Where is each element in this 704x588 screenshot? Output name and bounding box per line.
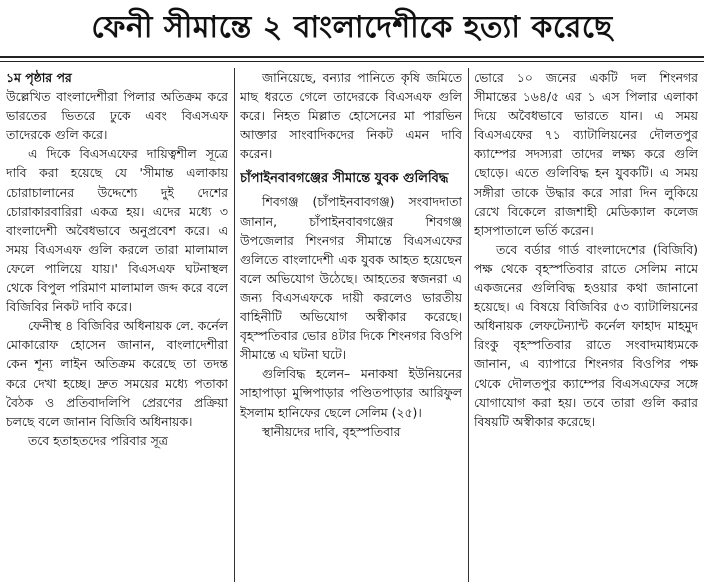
paragraph: উল্লেখিত বাংলাদেশীরা পিলার অতিক্রম করে ভারতের ভিতরে ঢুকে এবং বিএসএফ তাদেরকে গুলি করে। <box>6 89 228 143</box>
headline: ফেনী সীমান্তে ২ বাংলাদেশীকে হত্যা করেছে <box>91 10 613 45</box>
paragraph: জানিয়েছে, বন্যার পানিতে কৃষি জমিতে মাছ ধরতে গেলে তাদেরকে বিএসএফ গুলি করে। নিহত মিল্লাত হোসেনের মা পারভিন আক্তার সাংবাদিকদের নিকট এমন দাবি করেন। <box>240 70 462 162</box>
paragraph: তবে হতাহতদের পরিবার সূত্র <box>28 432 168 448</box>
article-column-3 <box>474 68 698 582</box>
paragraph: তবে বর্ডার গার্ড বাংলাদেশের (বিজিবি) পক্ষ থেকে বৃহস্পতিবার রাতে সেলিম নামে একজনের গুলিবিদ্ধ হওয়ার কথা জানানো হয়েছে। এ বিষয়ে বিজিবির ৫৩ ব্যাটালিয়নের অধিনায়ক লেফটেন্যান্ট কর্নেল ফাহাদ মাহমুদ রিংকু বৃহস্পতিবার রাতে সংবাদমাধ্যমকে জানান, এ ব্যাপারে শিংনগর বিওপির পক্ষ থেকে দৌলতপুর ক্যাম্পের বিএসএফের সঙ্গে যোগাযোগ করা হয়। তবে তারা গুলি করার বিষয়টি অস্বীকার করেছে। <box>474 241 698 429</box>
article-column-1 <box>6 68 228 582</box>
headline-rule-bottom <box>0 61 704 62</box>
paragraph: গুলিবিদ্ধ হলেন– মনাকষা ইউনিয়নের সাহাপাড়া মুন্সিপাড়ার পণ্ডিতপাড়ার আরিফুল ইসলাম হানিফের ছেলে সেলিম (২৫)। <box>240 366 462 420</box>
paragraph: ভোরে ১০ জনের একটি দল শিংনগর সীমান্তের ১৬৪/৫ এর ১ এস পিলার এলাকা দিয়ে অবৈধভাবে ভারতে যান। এ সময় বিএসএফের ৭১ ব্যাটালিয়নের দৌলতপুর ক্যাম্পের সদস্যরা তাদের লক্ষ্য করে গুলি ছোড়ে। এতে গুলিবিদ্ধ হন যুবকটি। এ সময় সঙ্গীরা তাকে উদ্ধার করে সারা দিন লুকিয়ে রেখে বিকেলে রাজশাহী মেডিক্যাল কলেজ হাসপাতালে ভর্তি করেন। <box>474 70 698 238</box>
paragraph: এ দিকে বিএসএফের দায়িত্বশীল সূত্রে দাবি করা হয়েছে যে 'সীমান্ত এলাকায় চোরাচালানের উদ্দেশ্যে দুই দেশের চোরাকারবারিরা একত্র হয়। এদের মধ্যে ৩ বাংলাদেশী অবৈধভাবে অনুপ্রবেশ করে। এ সময় বিএসএফ গুলি করলে তারা মালামাল ফেলে পালিয়ে যায়।' বিএসএফ ঘটনাস্থল থেকে বিপুল পরিমাণ মালামাল জব্দ করে বলে বিজিবির নিকট দাবি করে। <box>6 146 228 315</box>
column-divider <box>234 68 235 582</box>
continued-from-page-label: ১ম পৃষ্ঠার পর <box>6 70 72 85</box>
column-divider <box>468 68 469 582</box>
sub-headline: চাঁপাইনবাবগঞ্জের সীমান্তে যুবক গুলিবিদ্ধ <box>240 171 449 187</box>
paragraph: ফেনীস্থ ৪ বিজিবির অধিনায়ক লে. কর্নেল মোকারোফ হোসেন জানান, বাংলাদেশীরা কেন শূন্য লাইন অতিক্রম করেছে তা তদন্ত করে দেখা হচ্ছে। দ্রুত সময়ের মধ্যে পতাকা বৈঠক ও প্রতিবাদলিপি প্রেরণের প্রক্রিয়া চলছে বলে জানান বিজিবি অধিনায়ক। <box>6 318 228 429</box>
headline-rule-top <box>0 56 704 58</box>
article-column-2 <box>240 68 462 582</box>
paragraph: শিবগঞ্জ (চাঁপাইনবাবগঞ্জ) সংবাদদাতা জানান, চাঁপাইনবাবগঞ্জের শিবগঞ্জ উপজেলার শিংনগর সীমান্তে বিএসএফের গুলিতে বাংলাদেশী এক যুবক আহত হয়েছেন বলে অভিযোগ উঠেছে। আহতের স্বজনরা এ জন্য বিএসএফকে দায়ী করলেও ভারতীয় বাহিনীটি অভিযোগ অস্বীকার করেছে। বৃহস্পতিবার ভোর ৪টার দিকে শিংনগর বিওপি সীমান্তে এ ঘটনা ঘটে। <box>240 194 462 363</box>
paragraph: স্থানীয়দের দাবি, বৃহস্পতিবার <box>262 423 401 439</box>
